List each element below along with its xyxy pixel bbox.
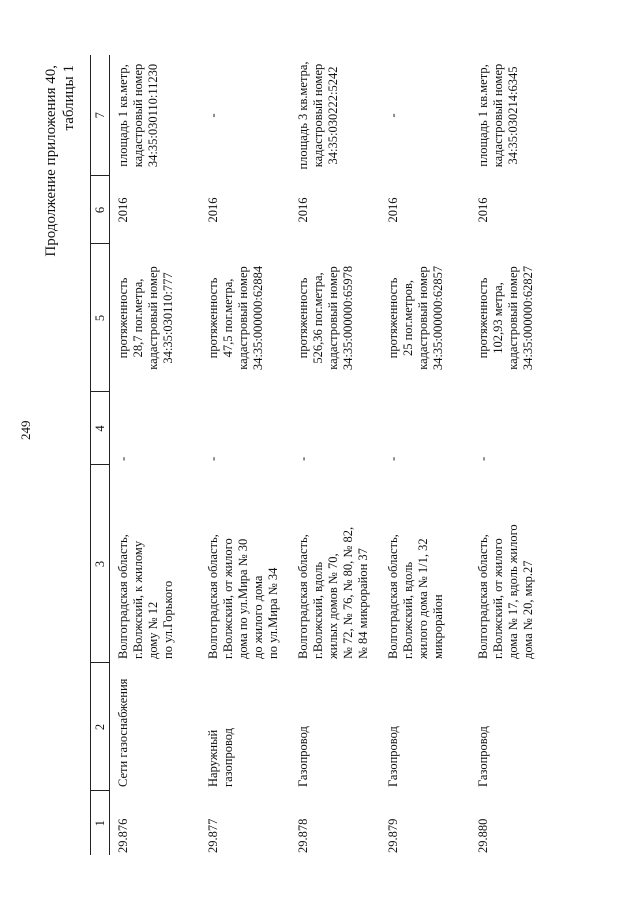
object-address-line: № 72, № 76, № 80, № 82,	[341, 526, 355, 659]
object-address-line: дома № 20, мкр.27	[521, 560, 535, 659]
caption-line-1: Продолжение приложения 40,	[43, 65, 59, 257]
object-address-line: жилых домов № 70,	[326, 553, 340, 659]
row-number-line: 29.879	[386, 818, 400, 853]
table-row	[200, 55, 290, 855]
object-characteristics-line: 34:35:000000:62857	[431, 265, 445, 371]
header-cell-7: 7	[91, 55, 110, 176]
object-characteristics-line: 34:35:000000:65978	[341, 265, 355, 371]
land-plot-info-line: -	[206, 113, 220, 118]
land-plot-info-line: площадь 3 кв.метра,	[296, 61, 310, 170]
object-address-line: по ул.Мира № 34	[266, 567, 280, 659]
row-number-line: 29.878	[296, 818, 310, 853]
row-number-line: 29.877	[206, 818, 220, 853]
land-plot-info-line: -	[386, 113, 400, 118]
object-address-line: дому № 12	[146, 601, 160, 659]
object-name	[200, 663, 290, 791]
object-characteristics	[290, 244, 380, 392]
object-characteristics-line: протяженность	[296, 277, 310, 359]
object-address-line: до жилого дома	[251, 575, 265, 659]
land-plot-info	[380, 55, 470, 176]
object-address-line: г.Волжский, вдоль	[311, 561, 325, 659]
object-address-line: Волгоградская область,	[296, 534, 310, 659]
header-cell-5: 5	[91, 244, 110, 392]
object-address-line: Волгоградская область,	[206, 534, 220, 659]
object-name-line: Газопровод	[296, 726, 310, 787]
rotated-content	[43, 55, 560, 855]
land-plot-info	[200, 55, 290, 176]
header-cell-2: 2	[91, 663, 110, 791]
object-address	[470, 465, 560, 663]
object-address-line: № 84 микрорайон 37	[356, 548, 370, 659]
table-row	[290, 55, 380, 855]
object-characteristics	[380, 244, 470, 392]
column-4-value	[470, 392, 560, 465]
object-characteristics-line: 25 пог.метров,	[401, 280, 415, 357]
land-plot-info-line: площадь 1 кв.метр,	[116, 64, 130, 167]
object-address-line: дома по ул.Мира № 30	[236, 538, 250, 659]
object-characteristics-line: 47,5 пог.метра,	[221, 278, 235, 358]
land-plot-info	[110, 55, 201, 176]
object-name-line: Сети газоснабжения	[116, 678, 130, 787]
land-plot-info-line: площадь 1 кв.метр,	[476, 64, 490, 167]
column-4-value	[110, 392, 201, 465]
object-characteristics-line: 28,7 пог.метра,	[131, 278, 145, 358]
column-4-value	[380, 392, 470, 465]
object-address-line: г.Волжский, от жилого	[491, 538, 505, 659]
caption-line-2: таблицы 1	[61, 65, 77, 131]
object-year	[470, 176, 560, 244]
object-name-line: Наружный	[206, 729, 220, 787]
table-caption	[42, 65, 78, 257]
object-address-line: г.Волжский, вдоль	[401, 561, 415, 659]
land-plot-info-line: 34:35:030110:11230	[146, 63, 160, 168]
column-4-value-line: -	[116, 456, 130, 461]
object-address	[200, 465, 290, 663]
row-number-line: 29.876	[116, 818, 130, 853]
land-plot-info-line: 34:35:030222:5242	[326, 66, 340, 165]
column-4-value-line: -	[206, 456, 220, 461]
object-address-line: дома № 17, вдоль жилого	[506, 524, 520, 659]
object-name-line: Газопровод	[476, 726, 490, 787]
object-characteristics-line: протяженность	[476, 277, 490, 359]
object-address	[110, 465, 201, 663]
land-plot-info-line: кадастровый номер	[491, 63, 505, 168]
object-characteristics	[110, 244, 201, 392]
object-address-line: по ул.Горького	[161, 580, 175, 659]
column-4-value	[200, 392, 290, 465]
object-year-line: 2016	[296, 197, 310, 223]
table-row	[470, 55, 560, 855]
object-characteristics-line: кадастровый номер	[236, 266, 250, 370]
column-4-value-line: -	[386, 456, 400, 461]
table-row	[110, 55, 201, 855]
object-address-line: Волгоградская область,	[386, 534, 400, 659]
object-year-line: 2016	[476, 197, 490, 223]
land-plot-info-line: 34:35:030214:6345	[506, 66, 520, 165]
object-name-line: газопровод	[221, 727, 235, 787]
object-year	[380, 176, 470, 244]
object-name	[290, 663, 380, 791]
object-address-line: г.Волжский, к жилому	[131, 540, 145, 659]
object-characteristics-line: кадастровый номер	[326, 266, 340, 370]
object-name	[470, 663, 560, 791]
object-year-line: 2016	[206, 197, 220, 223]
table-row	[380, 55, 470, 855]
object-characteristics-line: протяженность	[206, 277, 220, 359]
object-address-line: Волгоградская область,	[116, 534, 130, 659]
column-4-value-line: -	[476, 456, 490, 461]
object-characteristics-line: кадастровый номер	[416, 266, 430, 370]
page-number: 249	[18, 420, 33, 440]
header-row	[91, 55, 110, 855]
object-characteristics-line: кадастровый номер	[506, 266, 520, 370]
object-address-line: жилого дома № 1/1, 32	[416, 538, 430, 659]
header-cell-4: 4	[91, 392, 110, 465]
header-cell-3: 3	[91, 465, 110, 663]
object-address-line: микрорайон	[431, 594, 445, 659]
object-name	[110, 663, 201, 791]
property-table	[90, 55, 560, 855]
land-plot-info	[290, 55, 380, 176]
object-characteristics-line: 34:35:000000:62827	[521, 265, 535, 371]
column-4-value	[290, 392, 380, 465]
object-year-line: 2016	[116, 197, 130, 223]
object-characteristics-line: 34:35:030110:777	[161, 272, 175, 364]
object-characteristics	[470, 244, 560, 392]
object-characteristics-line: протяженность	[386, 277, 400, 359]
object-year	[290, 176, 380, 244]
table-body	[110, 55, 561, 855]
row-number	[380, 791, 470, 855]
object-characteristics	[200, 244, 290, 392]
row-number	[200, 791, 290, 855]
object-characteristics-line: протяженность	[116, 277, 130, 359]
row-number	[470, 791, 560, 855]
object-year	[200, 176, 290, 244]
land-plot-info-line: кадастровый номер	[311, 63, 325, 168]
object-address-line: Волгоградская область,	[476, 534, 490, 659]
row-number	[290, 791, 380, 855]
column-4-value-line: -	[296, 456, 310, 461]
object-characteristics-line: 102,93 метра,	[491, 282, 505, 354]
object-characteristics-line: кадастровый номер	[146, 266, 160, 370]
object-year-line: 2016	[386, 197, 400, 223]
object-characteristics-line: 34:35:000000:62884	[251, 265, 265, 371]
land-plot-info-line: кадастровый номер	[131, 63, 145, 168]
object-name-line: Газопровод	[386, 726, 400, 787]
row-number	[110, 791, 201, 855]
header-cell-1: 1	[91, 791, 110, 855]
header-cell-6: 6	[91, 176, 110, 244]
land-plot-info	[470, 55, 560, 176]
object-address	[290, 465, 380, 663]
row-number-line: 29.880	[476, 818, 490, 853]
object-year	[110, 176, 201, 244]
object-characteristics-line: 526,36 пог.метра,	[311, 272, 325, 364]
object-address	[380, 465, 470, 663]
object-address-line: г.Волжский, от жилого	[221, 538, 235, 659]
object-name	[380, 663, 470, 791]
